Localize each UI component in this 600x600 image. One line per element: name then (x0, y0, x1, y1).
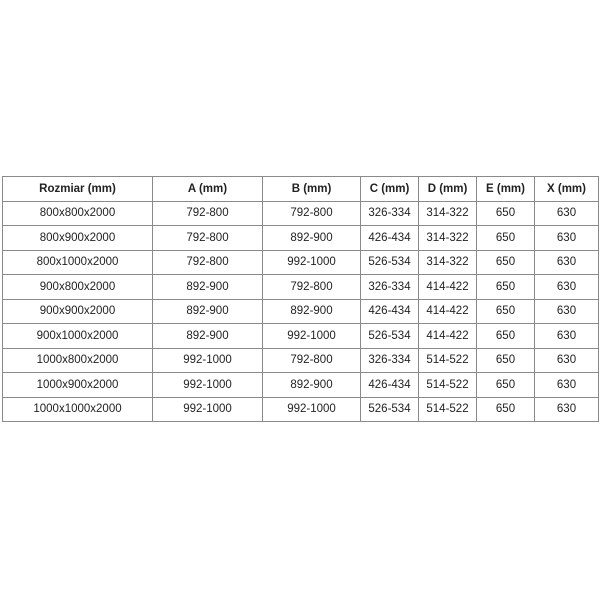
cell-a: 992-1000 (153, 373, 263, 398)
cell-d: 514-522 (419, 348, 477, 373)
cell-x: 630 (535, 348, 599, 373)
cell-c: 426-434 (361, 373, 419, 398)
cell-e: 650 (477, 397, 535, 422)
cell-a: 792-800 (153, 201, 263, 226)
cell-rozmiar: 900x800x2000 (3, 275, 153, 300)
cell-rozmiar: 900x900x2000 (3, 299, 153, 324)
cell-e: 650 (477, 275, 535, 300)
cell-d: 414-422 (419, 299, 477, 324)
cell-e: 650 (477, 226, 535, 251)
cell-e: 650 (477, 373, 535, 398)
table-row (3, 226, 599, 251)
cell-x: 630 (535, 373, 599, 398)
cell-rozmiar: 800x800x2000 (3, 201, 153, 226)
cell-x: 630 (535, 275, 599, 300)
cell-d: 514-522 (419, 373, 477, 398)
table-row (3, 397, 599, 422)
cell-b: 792-800 (263, 201, 361, 226)
cell-b: 892-900 (263, 226, 361, 251)
cell-b: 792-800 (263, 275, 361, 300)
cell-e: 650 (477, 324, 535, 349)
table-body (3, 201, 599, 422)
cell-e: 650 (477, 250, 535, 275)
cell-d: 414-422 (419, 324, 477, 349)
cell-d: 314-322 (419, 250, 477, 275)
header-rozmiar: Rozmiar (mm) (3, 177, 153, 202)
cell-rozmiar: 900x1000x2000 (3, 324, 153, 349)
cell-b: 892-900 (263, 299, 361, 324)
table-row (3, 201, 599, 226)
cell-x: 630 (535, 397, 599, 422)
table-row (3, 275, 599, 300)
header-a: A (mm) (153, 177, 263, 202)
cell-d: 514-522 (419, 397, 477, 422)
cell-e: 650 (477, 348, 535, 373)
cell-a: 892-900 (153, 275, 263, 300)
cell-d: 314-322 (419, 201, 477, 226)
cell-d: 314-322 (419, 226, 477, 251)
table-header-row (3, 177, 599, 202)
table-row (3, 299, 599, 324)
cell-e: 650 (477, 299, 535, 324)
cell-x: 630 (535, 324, 599, 349)
cell-rozmiar: 1000x900x2000 (3, 373, 153, 398)
cell-c: 326-334 (361, 275, 419, 300)
cell-d: 414-422 (419, 275, 477, 300)
cell-x: 630 (535, 201, 599, 226)
cell-c: 526-534 (361, 324, 419, 349)
cell-b: 892-900 (263, 373, 361, 398)
header-d: D (mm) (419, 177, 477, 202)
cell-c: 426-434 (361, 226, 419, 251)
cell-rozmiar: 800x1000x2000 (3, 250, 153, 275)
cell-c: 326-334 (361, 348, 419, 373)
cell-a: 992-1000 (153, 348, 263, 373)
cell-c: 326-334 (361, 201, 419, 226)
cell-a: 792-800 (153, 250, 263, 275)
cell-b: 792-800 (263, 348, 361, 373)
cell-a: 892-900 (153, 299, 263, 324)
cell-c: 526-534 (361, 250, 419, 275)
table-row (3, 250, 599, 275)
cell-x: 630 (535, 250, 599, 275)
cell-c: 426-434 (361, 299, 419, 324)
table-row (3, 324, 599, 349)
cell-c: 526-534 (361, 397, 419, 422)
header-b: B (mm) (263, 177, 361, 202)
cell-a: 992-1000 (153, 397, 263, 422)
cell-a: 792-800 (153, 226, 263, 251)
cell-b: 992-1000 (263, 324, 361, 349)
table-row (3, 373, 599, 398)
dimensions-table (2, 176, 599, 422)
cell-b: 992-1000 (263, 397, 361, 422)
cell-rozmiar: 800x900x2000 (3, 226, 153, 251)
cell-rozmiar: 1000x800x2000 (3, 348, 153, 373)
header-e: E (mm) (477, 177, 535, 202)
cell-a: 892-900 (153, 324, 263, 349)
cell-b: 992-1000 (263, 250, 361, 275)
cell-e: 650 (477, 201, 535, 226)
cell-x: 630 (535, 299, 599, 324)
cell-x: 630 (535, 226, 599, 251)
cell-rozmiar: 1000x1000x2000 (3, 397, 153, 422)
table-row (3, 348, 599, 373)
header-c: C (mm) (361, 177, 419, 202)
header-x: X (mm) (535, 177, 599, 202)
